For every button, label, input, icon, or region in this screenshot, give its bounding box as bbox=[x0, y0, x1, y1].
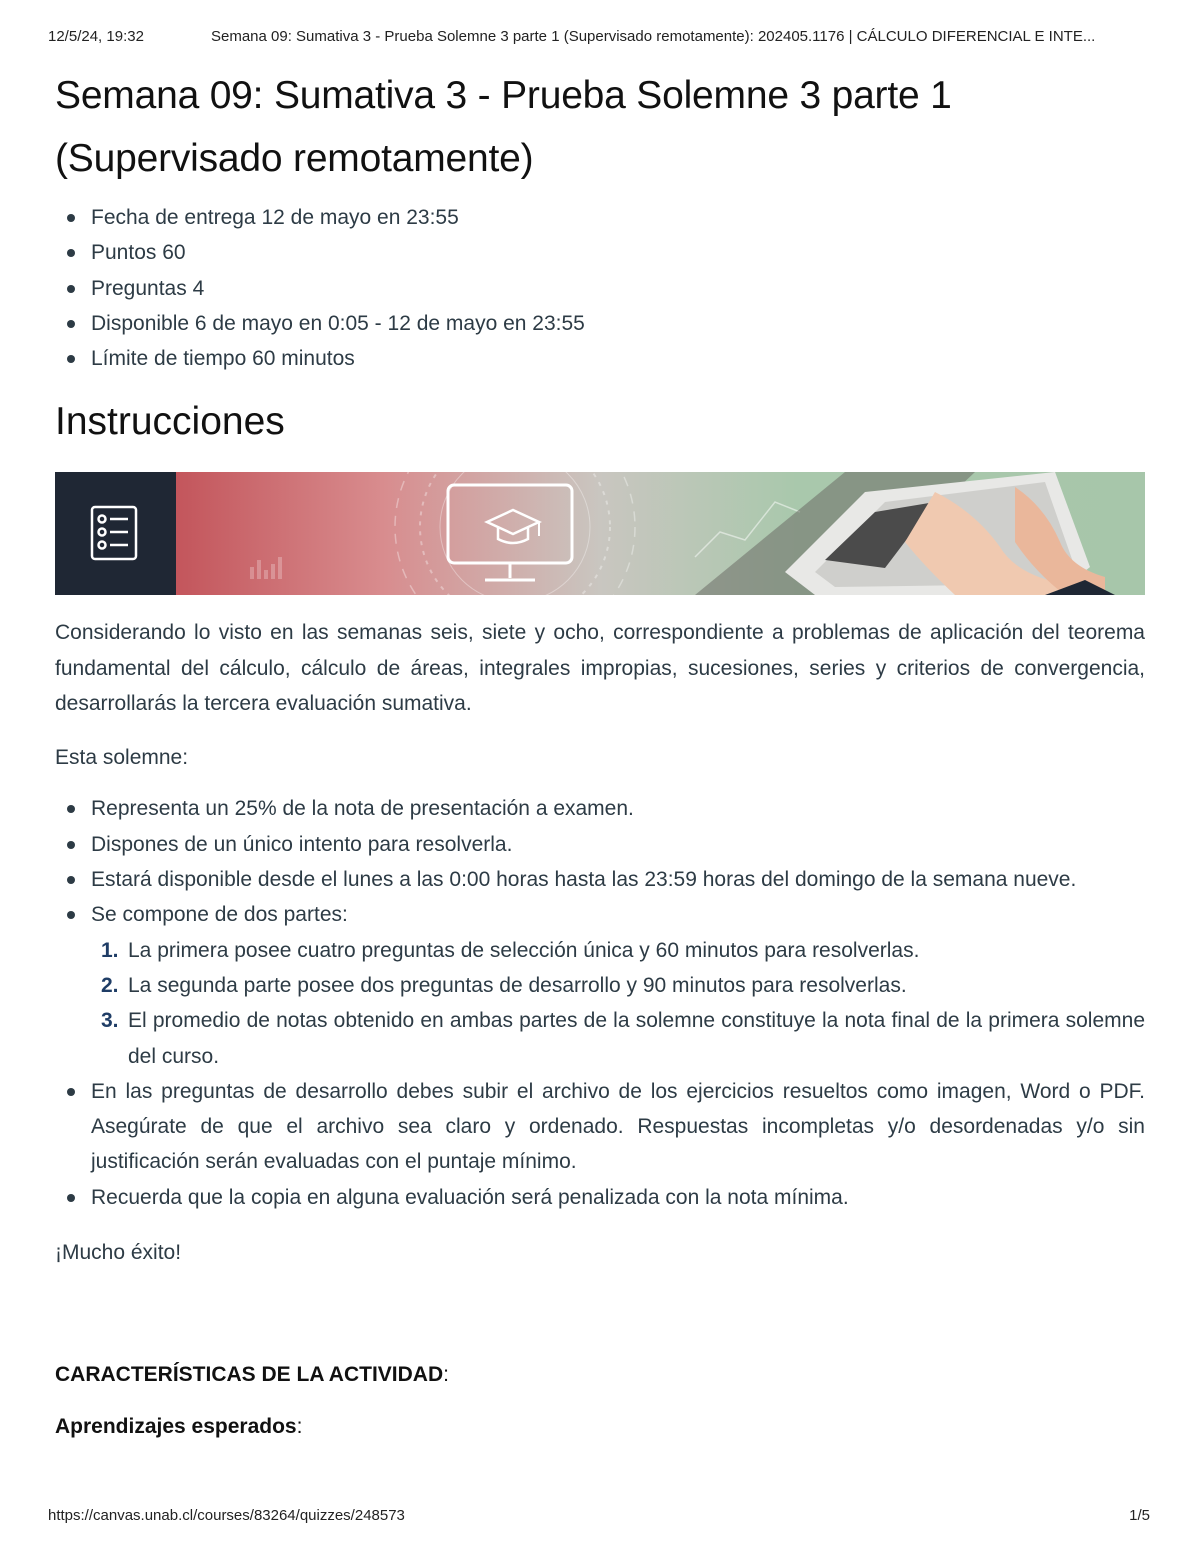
print-header bbox=[48, 28, 1158, 50]
characteristics-label: CARACTERÍSTICAS DE LA ACTIVIDAD bbox=[55, 1362, 444, 1386]
rules-list bbox=[55, 791, 1145, 1215]
print-doc-title: Semana 09: Sumativa 3 - Prueba Solemne 3 parte 1 (Supervisado remotamente): 202405.1176 | CÁLCULO DIFERENCIAL E INTE... bbox=[211, 28, 1096, 45]
detail-questions: Preguntas 4 bbox=[91, 271, 1145, 306]
page-title-line1: Semana 09: Sumativa 3 - Prueba Solemne 3 parte 1 bbox=[55, 74, 952, 117]
instructions-banner bbox=[55, 472, 1145, 595]
page-title bbox=[55, 64, 1145, 190]
print-footer bbox=[48, 1507, 1150, 1529]
instructions-paragraph: Considerando lo visto en las semanas seis, siete y ocho, correspondiente a problemas de aplicación del teorema fundamental del cálculo, cálculo de áreas, integrales impropias, sucesiones, series y criterios de convergencia, desarrollarás la tercera evaluación sumativa. bbox=[55, 621, 1145, 716]
detail-due-date: Fecha de entrega 12 de mayo en 23:55 bbox=[91, 200, 1145, 235]
part-number: 2. bbox=[101, 973, 119, 997]
rule-item-parts bbox=[91, 897, 1145, 1073]
detail-availability: Disponible 6 de mayo en 0:05 - 12 de mayo en 23:55 bbox=[91, 306, 1145, 341]
quiz-details-list bbox=[55, 200, 1145, 376]
bars-decoration bbox=[250, 557, 282, 579]
learning-colon: : bbox=[296, 1415, 303, 1439]
quiz-content bbox=[55, 64, 1145, 1445]
part-text: El promedio de notas obtenido en ambas partes de la solemne constituye la nota final de la primera solemne del curso. bbox=[128, 1009, 1145, 1068]
characteristics-colon: : bbox=[443, 1362, 449, 1386]
part-item bbox=[101, 933, 1145, 968]
rule-item: Recuerda que la copia en alguna evaluación será penalizada con la nota mínima. bbox=[91, 1180, 1145, 1215]
monitor-graduation-icon bbox=[448, 485, 572, 580]
detail-points: Puntos 60 bbox=[91, 235, 1145, 270]
parts-list bbox=[91, 933, 1145, 1074]
rule-parts-label: Se compone de dos partes: bbox=[91, 903, 348, 927]
learning-label: Aprendizajes esperados bbox=[55, 1415, 297, 1439]
rule-item: Dispones de un único intento para resolverla. bbox=[91, 827, 1145, 862]
instructions-heading: Instrucciones bbox=[55, 400, 285, 444]
part-item bbox=[101, 968, 1145, 1003]
characteristics-heading bbox=[55, 1357, 1145, 1393]
part-text: La segunda parte posee dos preguntas de desarrollo y 90 minutos para resolverlas. bbox=[128, 973, 907, 997]
print-datetime: 12/5/24, 19:32 bbox=[48, 28, 144, 45]
part-item bbox=[101, 1003, 1145, 1074]
learning-heading bbox=[55, 1409, 1145, 1445]
checklist-icon bbox=[92, 507, 136, 559]
rules-intro: Esta solemne: bbox=[55, 745, 189, 769]
rule-item: Representa un 25% de la nota de presentación a examen. bbox=[91, 791, 1145, 826]
rule-item: En las preguntas de desarrollo debes subir el archivo de los ejercicios resueltos como imagen, Word o PDF. Asegúrate de que el archivo sea claro y ordenado. Respuestas incompletas y/o desordenadas y/o sin justificación serán evaluadas con el puntaje mínimo. bbox=[91, 1074, 1145, 1180]
detail-time-limit: Límite de tiempo 60 minutos bbox=[91, 341, 1145, 376]
closing-message: ¡Mucho éxito! bbox=[55, 1241, 182, 1265]
page-number: 1/5 bbox=[1129, 1507, 1150, 1524]
part-number: 3. bbox=[101, 1009, 119, 1033]
rule-item: Estará disponible desde el lunes a las 0:00 horas hasta las 23:59 horas del domingo de la semana nueve. bbox=[91, 862, 1145, 897]
laptop-keyboard-image bbox=[695, 472, 1115, 595]
banner-illustration bbox=[55, 472, 1145, 595]
part-text: La primera posee cuatro preguntas de selección única y 60 minutos para resolverlas. bbox=[128, 938, 920, 962]
part-number: 1. bbox=[101, 938, 119, 962]
page-title-line2: (Supervisado remotamente) bbox=[55, 137, 534, 180]
page-url: https://canvas.unab.cl/courses/83264/quizzes/248573 bbox=[48, 1507, 405, 1524]
